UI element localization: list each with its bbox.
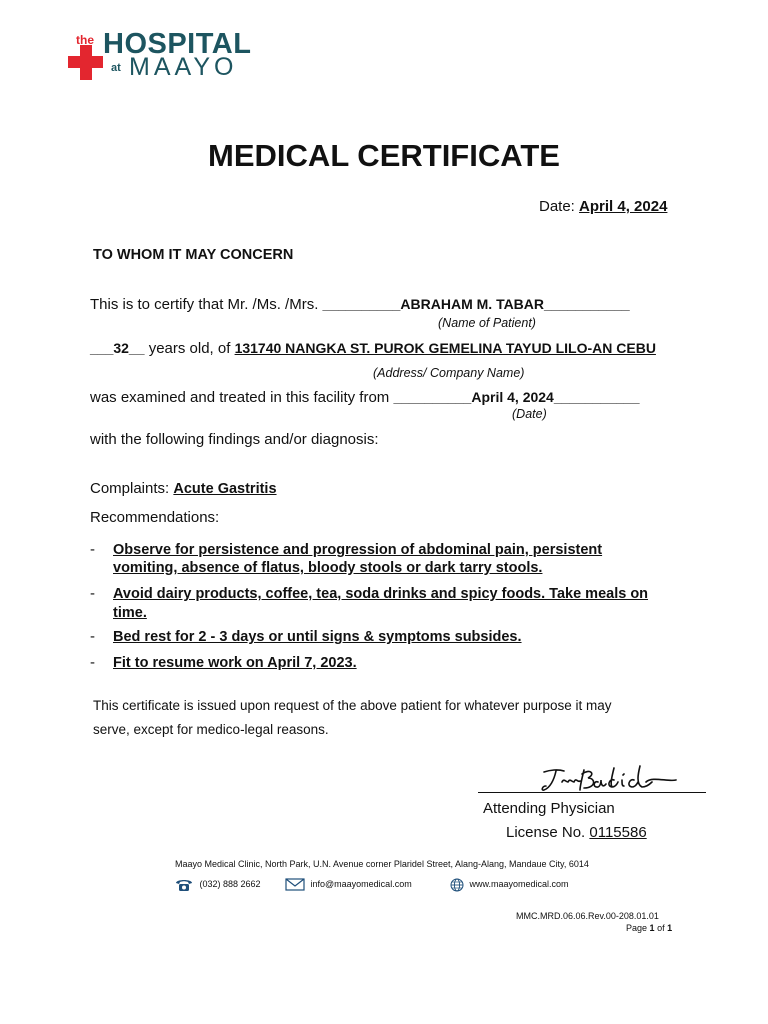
footer-address: Maayo Medical Clinic, North Park, U.N. Avenue corner Plaridel Street, Alang-Alang, Mandaue City, 6014 (175, 859, 589, 869)
closing-line2: serve, except for medico-legal reasons. (93, 722, 329, 737)
certify-prefix: This is to certify that Mr. /Ms. /Mrs. (90, 296, 319, 313)
patient-name: __________ABRAHAM M. TABAR___________ (322, 296, 630, 312)
footer-website (450, 878, 569, 892)
footer-email (285, 878, 412, 891)
license-number: 0115586 (589, 824, 647, 841)
date-label: Date: (539, 198, 575, 215)
page-current: 1 (649, 923, 655, 933)
recommendation-3: Bed rest for 2 - 3 days or until signs & symptoms subsides. (113, 629, 522, 645)
findings-text: with the following findings and/or diagnosis: (90, 431, 379, 448)
signature-line (478, 792, 706, 793)
certify-line (90, 296, 630, 313)
license-label: License No. (506, 824, 586, 841)
physician-signature (538, 760, 678, 796)
page-number (626, 923, 672, 933)
examined-line (90, 389, 639, 406)
footer-phone (175, 878, 261, 892)
age-address-line (90, 340, 656, 357)
patient-address: 131740 NANGKA ST. PUROK GEMELINA TAYUD LILO-AN CEBU (234, 340, 656, 356)
email-address[interactable]: info@maayomedical.com (310, 878, 412, 889)
age-text: years old, of (148, 340, 231, 357)
complaints-label: Complaints: (90, 480, 170, 497)
website-url[interactable]: www.maayomedical.com (469, 879, 569, 890)
recommendations-label: Recommendations: (90, 509, 220, 526)
complaints-line (90, 480, 277, 497)
license-line (506, 824, 647, 841)
phone-number: (032) 888 2662 (199, 879, 261, 890)
list-bullet: - (90, 541, 95, 558)
examined-date: __________April 4, 2024___________ (393, 389, 640, 405)
envelope-icon (285, 878, 305, 891)
examined-prefix: was examined and treated in this facility from (90, 389, 390, 406)
recommendation-1-line1: Observe for persistence and progression of abdominal pain, persistent (113, 542, 603, 558)
list-bullet: - (90, 628, 95, 645)
page-label: Page (626, 923, 648, 933)
list-bullet: - (90, 585, 95, 602)
date-value: April 4, 2024 (579, 198, 668, 215)
globe-icon (450, 878, 464, 892)
complaints-value: Acute Gastritis (173, 481, 277, 497)
address-caption: (Address/ Company Name) (373, 366, 525, 380)
logo-maayo: MAAYO (129, 53, 238, 81)
patient-age: ___32__ (90, 340, 145, 356)
page-of: of (657, 923, 665, 933)
list-bullet: - (90, 654, 95, 671)
patient-caption: (Name of Patient) (438, 316, 536, 330)
recommendation-2-line2: time. (113, 605, 147, 621)
recommendation-2-line1: Avoid dairy products, coffee, tea, soda drinks and spicy foods. Take meals on (113, 586, 649, 602)
date-caption: (Date) (512, 407, 547, 421)
page-total: 1 (667, 923, 673, 933)
red-cross-bar (68, 56, 103, 68)
page-title: MEDICAL CERTIFICATE (208, 138, 560, 173)
document-code: MMC.MRD.06.06.Rev.00-208.01.01 (516, 911, 659, 921)
closing-line1: This certificate is issued upon request of the above patient for whatever purpose it may (93, 698, 612, 713)
salutation: TO WHOM IT MAY CONCERN (93, 247, 294, 263)
recommendation-4: Fit to resume work on April 7, 2023. (113, 655, 357, 671)
physician-role: Attending Physician (483, 800, 615, 817)
logo-hospital: HOSPITAL (103, 28, 252, 60)
date-line (539, 198, 667, 215)
logo-at: at (111, 62, 121, 74)
recommendation-1-line2: vomiting, absence of flatus, bloody stools or dark tarry stools. (113, 560, 543, 576)
phone-icon (175, 878, 193, 892)
logo-the: the (76, 33, 94, 47)
